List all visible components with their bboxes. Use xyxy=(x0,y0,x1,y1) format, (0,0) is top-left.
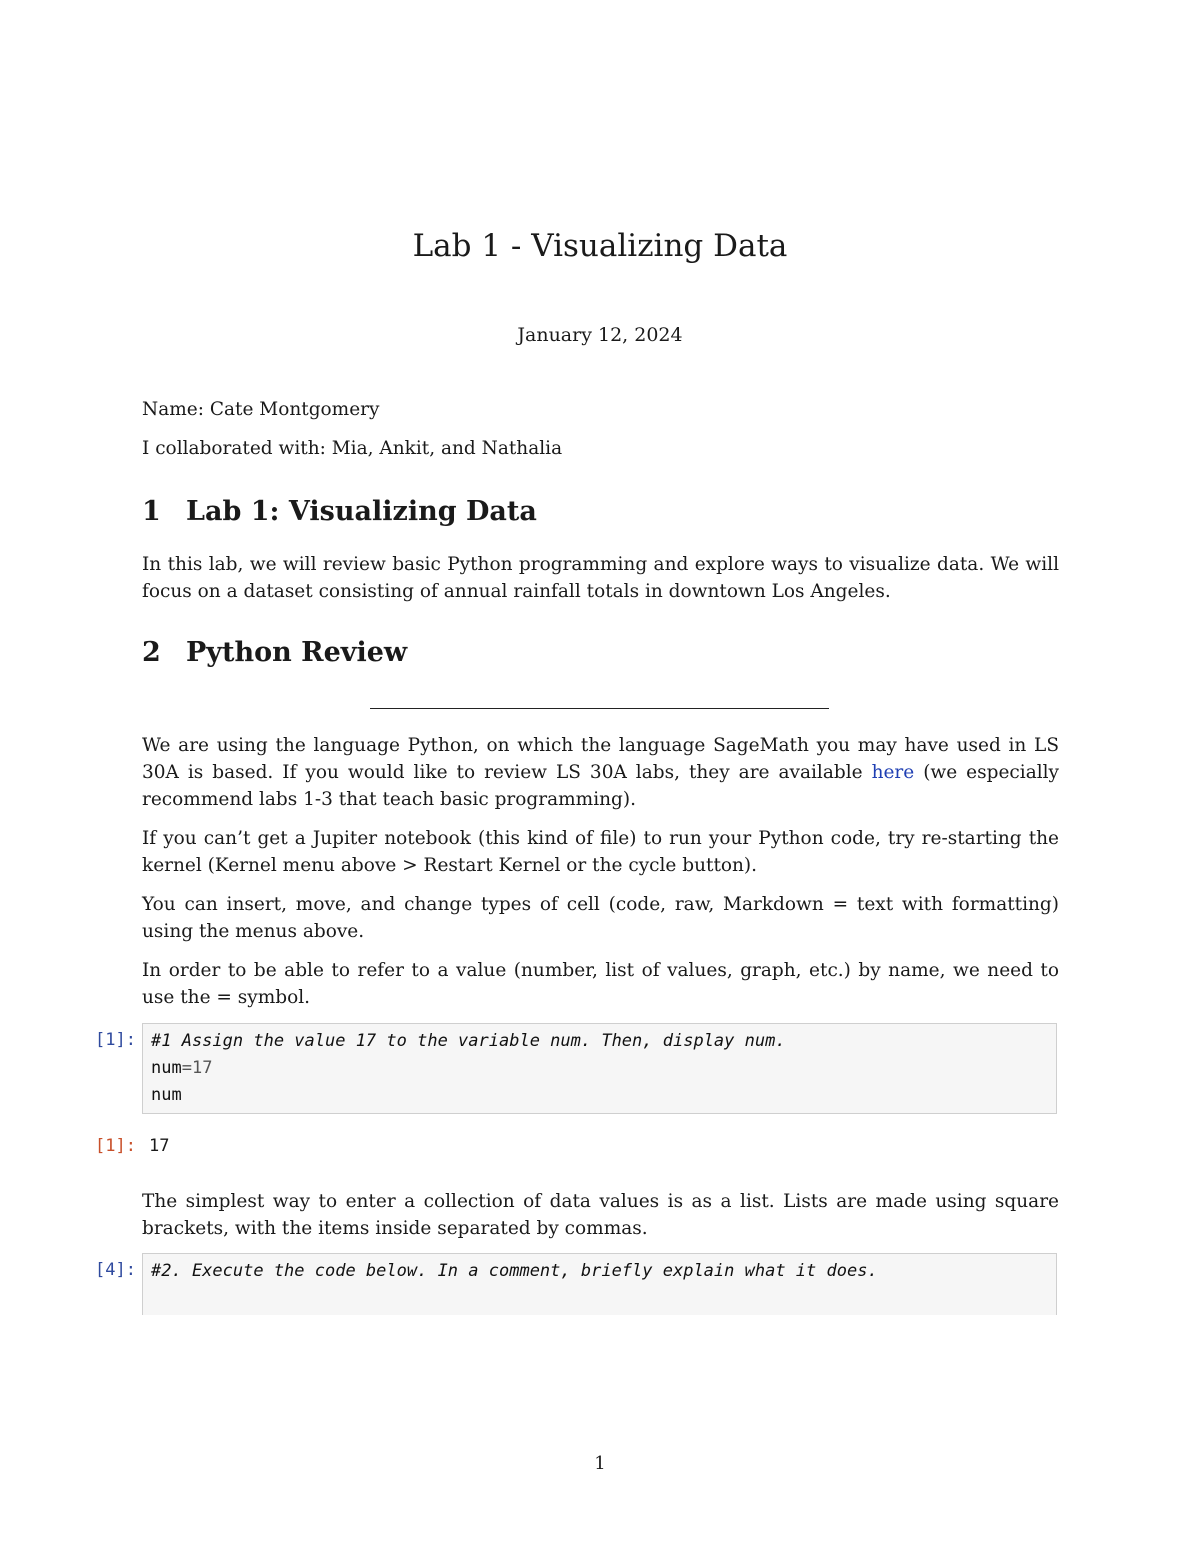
document-title: Lab 1 - Visualizing Data xyxy=(412,228,788,264)
jupyter-kernel-paragraph: If you can’t get a Jupiter notebook (this kind of file) to run your Python code, try re-starting the kernel (Kernel menu above > Restart Kernel or the cycle button). xyxy=(142,828,1059,876)
name-line: Name: Cate Montgomery xyxy=(142,399,380,420)
cell-2-input-prompt: [4]: xyxy=(95,1260,136,1280)
section-1-heading xyxy=(142,496,1059,527)
section-1-title: Lab 1: Visualizing Data xyxy=(186,496,537,527)
code-line-assignment: num=17 xyxy=(151,1058,213,1078)
python-intro-paragraph: We are using the language Python, on which the language SageMath you may have used in LS 30A is based. If you would like to review LS 30A labs, they are available here (we especially recommend labs 1-3 that teach basic programming). xyxy=(142,735,1060,810)
page-number: 1 xyxy=(594,1453,606,1474)
code-cell-2[interactable] xyxy=(142,1253,1057,1315)
section-2-heading xyxy=(142,637,1059,668)
code-comment: #2. Execute the code below. In a comment, briefly explain what it does. xyxy=(151,1261,878,1281)
cell-1-input-prompt: [1]: xyxy=(95,1030,136,1050)
document-date: January 12, 2024 xyxy=(517,324,683,346)
section-2-title: Python Review xyxy=(186,637,408,668)
code-line-display: num xyxy=(151,1085,182,1105)
horizontal-rule xyxy=(370,708,829,709)
collaborators-line: I collaborated with: Mia, Ankit, and Nathalia xyxy=(142,438,563,459)
labs-here-link[interactable]: here xyxy=(871,762,915,783)
section-1-paragraph: In this lab, we will review basic Python programming and explore ways to visualize data. We will focus on a dataset consisting of annual rainfall totals in downtown Los Angeles. xyxy=(142,554,1059,602)
code-cell-1[interactable] xyxy=(142,1023,1057,1114)
cell-1-output: 17 xyxy=(149,1136,170,1156)
cell-types-paragraph: You can insert, move, and change types of cell (code, raw, Markdown = text with formatting) using the menus above. xyxy=(142,894,1059,942)
section-2-number: 2 xyxy=(142,637,161,668)
code-comment: #1 Assign the value 17 to the variable num. Then, display num. xyxy=(151,1031,786,1051)
assignment-paragraph: In order to be able to refer to a value (number, list of values, graph, etc.) by name, we need to use the = symbol. xyxy=(142,960,1059,1008)
section-1-number: 1 xyxy=(142,496,161,527)
lists-paragraph: The simplest way to enter a collection of data values is as a list. Lists are made using square brackets, with the items inside separated by commas. xyxy=(142,1191,1059,1239)
author-block xyxy=(142,396,1059,462)
cell-1-output-prompt: [1]: xyxy=(95,1136,136,1156)
